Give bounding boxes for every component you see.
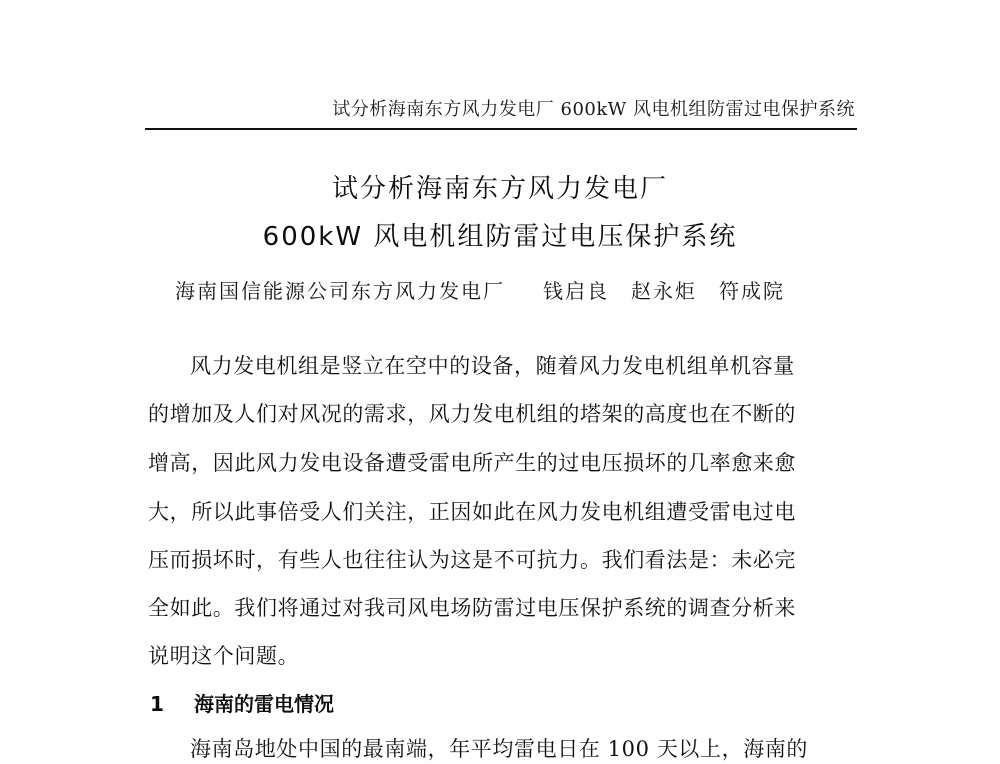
- author-2: 赵永炬: [631, 279, 697, 303]
- body-paragraph-line: 的增加及人们对风况的需求，风力发电机组的塔架的高度也在不断的: [148, 402, 796, 426]
- body-paragraph-line: 说明这个问题。: [148, 644, 300, 668]
- author-3: 符成院: [719, 279, 785, 303]
- affiliation: 海南国信能源公司东方风力发电厂: [175, 279, 505, 303]
- byline: [175, 277, 785, 305]
- paper-title-line-1: 试分析海南东方风力发电厂: [331, 174, 668, 204]
- header-rule: [145, 128, 857, 130]
- section-number: 1: [150, 692, 164, 716]
- body-paragraph-line: 全如此。我们将通过对我司风电场防雷过电压保护系统的调查分析来: [148, 596, 796, 620]
- body-paragraph-line: 大，所以此事倍受人们关注，正因如此在风力发电机组遭受雷电过电: [148, 500, 796, 524]
- author-1: 钱启良: [543, 279, 609, 303]
- section-heading: [150, 690, 334, 718]
- body-paragraph-line: 压而损坏时，有些人也往往认为这是不可抗力。我们看法是：未必完: [148, 548, 796, 572]
- body-paragraph-line: 增高，因此风力发电设备遭受雷电所产生的过电压损坏的几率愈来愈: [148, 451, 796, 475]
- paper-title-line-2: 600kW 风电机组防雷过电压保护系统: [262, 222, 738, 252]
- section-body-line: 海南岛地处中国的最南端，年平均雷电日在 100 天以上，海南的: [190, 737, 809, 761]
- running-header: 试分析海南东方风力发电厂 600kW 风电机组防雷过电保护系统: [332, 99, 855, 120]
- body-paragraph-line: 风力发电机组是竖立在空中的设备，随着风力发电机组单机容量: [190, 354, 795, 378]
- section-title: 海南的雷电情况: [194, 692, 334, 716]
